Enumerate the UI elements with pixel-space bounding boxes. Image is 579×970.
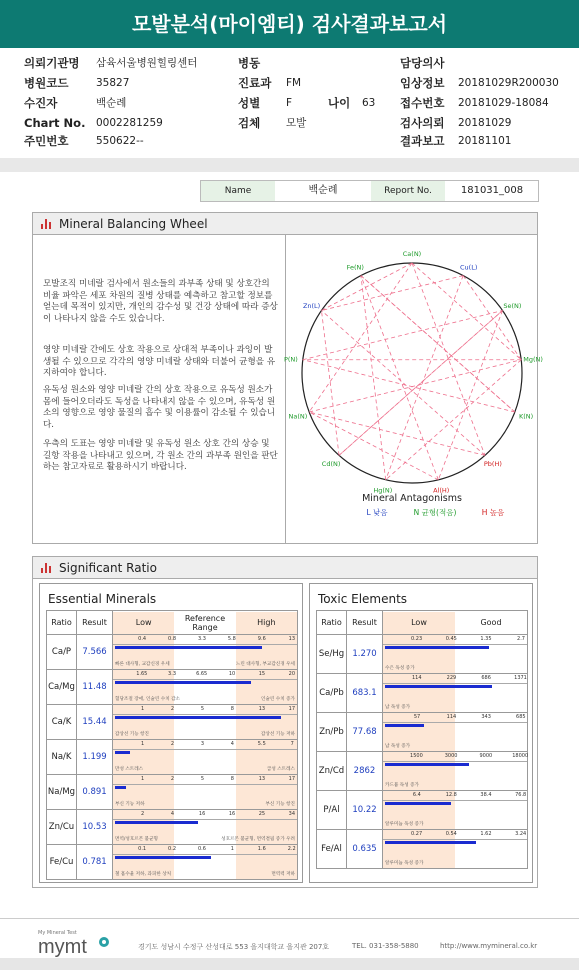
low-note: 수은 독성 증가 <box>385 665 415 671</box>
scale-tick: 10 <box>228 671 236 677</box>
scale-tick: 4 <box>170 811 175 817</box>
scale-tick: 16 <box>228 811 236 817</box>
footer-tel: TEL. 031-358-5880 <box>352 942 419 950</box>
wheel-legend-item: H 높음 <box>481 508 505 517</box>
result-bar <box>385 841 476 844</box>
wheel-node-label: Na(N) <box>288 412 308 421</box>
wheel-node-label: Pb(H) <box>483 459 502 468</box>
ratio-scale <box>113 740 298 775</box>
report-title: 모발분석(마이엠티) 검사결과보고서 <box>0 0 579 48</box>
scale-tick: 0.27 <box>411 831 423 837</box>
age-value: 63 <box>362 97 376 109</box>
scale-tick: 3000 <box>444 753 458 759</box>
scale-tick: 0.45 <box>445 636 457 642</box>
low-note: 알루미늄 독성 증가 <box>385 860 424 866</box>
wheel-node-label: Cu(L) <box>460 263 478 272</box>
result-bar <box>115 786 126 789</box>
high-note: 느린 대사형, 부교감신경 우세 <box>235 661 295 667</box>
wheel-paragraph-1: 모발조직 미네랄 검사에서 원소들의 과부족 상태 및 상호간의 비율 파악은 세포 차원의 질병 상태를 예측하고 참고할 정보를 얻는데 목적이 있지만, 개인의 감수성 및 건강 상태에 따라 증상이 나타나지 않을 수도 있습니다. <box>43 279 278 324</box>
toxic-title: Toxic Elements <box>318 592 408 606</box>
scale-tick: 2.7 <box>517 636 525 642</box>
wheel-node-label: Ca(N) <box>402 250 422 258</box>
tox-col-low: Low <box>383 612 455 634</box>
scale-tick: 2 <box>170 706 175 712</box>
scale-tick: 15 <box>258 671 266 677</box>
ess-col-ref: Reference Range <box>184 613 226 632</box>
scale-tick: 1.6 <box>257 846 266 852</box>
low-note: 갑상선 기능 항진 <box>115 731 149 737</box>
low-note: 납 독성 증가 <box>385 743 411 749</box>
name-bar <box>200 180 539 202</box>
antagonism-line <box>321 311 339 456</box>
wheel-panel <box>32 212 543 544</box>
wheel-node-label: P(N) <box>283 355 298 364</box>
antagonism-line <box>321 276 463 311</box>
high-note: 급성 스트레스 <box>266 766 295 772</box>
wheel-node-label: Se(N) <box>503 301 522 310</box>
specimen-value: 모발 <box>286 117 307 129</box>
ratio-scale <box>113 670 298 705</box>
ratio-row <box>317 752 528 791</box>
scale-tick: 3.3 <box>168 671 177 677</box>
ratio-name: Ca/K <box>47 705 77 740</box>
scale-tick: 9.6 <box>257 636 266 642</box>
scale-tick: 1 <box>140 706 145 712</box>
sex-value: F <box>286 97 293 109</box>
ratio-result: 11.48 <box>77 670 113 705</box>
scale-tick: 8 <box>230 776 234 782</box>
result-bar <box>385 646 489 649</box>
scale-tick: 9000 <box>479 753 493 759</box>
institution-label: 의뢰기관명 <box>24 56 80 70</box>
name-value: 백순례 <box>308 185 338 196</box>
wheel-title: Mineral Antagonisms <box>362 493 462 504</box>
ratio-row <box>47 845 298 880</box>
scale-tick: 2 <box>170 776 175 782</box>
scale-tick: 1.62 <box>480 831 492 837</box>
sex-label: 성별 <box>238 96 261 110</box>
wheel-node-label: Cd(N) <box>321 459 341 468</box>
wheel-panel-header <box>33 213 537 235</box>
ssn-label: 주민번호 <box>24 134 69 148</box>
chart-value: 0002281259 <box>96 117 163 129</box>
scale-tick: 76.8 <box>515 792 527 798</box>
receipt-value: 20181029-18084 <box>458 97 549 109</box>
ratio-result: 0.781 <box>77 845 113 880</box>
essential-minerals-box <box>39 583 303 883</box>
ratio-result: 0.891 <box>77 775 113 810</box>
clinical-label: 임상정보 <box>400 76 445 90</box>
scale-tick: 1 <box>230 846 234 852</box>
scale-tick: 13 <box>258 776 266 782</box>
ratio-name: Zn/Cu <box>47 810 77 845</box>
ratio-scale <box>113 810 298 845</box>
high-note: 부신 기능 항진 <box>265 801 295 807</box>
result-bar <box>385 724 424 727</box>
scale-tick: 2.2 <box>287 846 296 852</box>
company-logo: mymt <box>38 936 87 958</box>
scale-tick: 114 <box>411 675 422 681</box>
low-note: 철 흡수율 저하, 과피한 상처 <box>115 871 172 877</box>
institution-value: 삼육서울병원힐링센터 <box>96 57 198 69</box>
ratio-row <box>317 635 528 674</box>
ratio-row <box>317 791 528 830</box>
mineral-wheel <box>283 237 543 543</box>
scale-tick: 5.5 <box>257 741 266 747</box>
ratio-result: 15.44 <box>77 705 113 740</box>
scale-tick: 6.4 <box>412 792 421 798</box>
scale-tick: 8 <box>230 706 234 712</box>
scale-tick: 3 <box>200 741 205 747</box>
scale-tick: 3.24 <box>515 831 527 837</box>
ratio-row <box>317 830 528 869</box>
antagonism-line <box>412 263 485 455</box>
report-no-label: Report No. <box>371 181 445 201</box>
result-bar <box>385 763 469 766</box>
wheel-panel-title: Mineral Balancing Wheel <box>59 217 208 231</box>
antagonism-line <box>309 412 438 480</box>
request-label: 검사의뢰 <box>400 116 445 130</box>
ratio-name: Na/Mg <box>47 775 77 810</box>
result-bar <box>385 685 492 688</box>
ratio-scale <box>383 635 528 674</box>
scale-tick: 229 <box>446 675 457 681</box>
bar-chart-icon <box>41 219 53 229</box>
scale-tick: 114 <box>446 714 457 720</box>
scale-tick: 6.65 <box>196 671 208 677</box>
low-note: 혈당조절 장애, 인슐린 수치 감소 <box>115 696 180 702</box>
wheel-node-label: Mg(N) <box>523 355 543 364</box>
logo-leaf-icon <box>98 936 110 948</box>
clinical-value: 20181029R200030 <box>458 77 559 89</box>
wheel-node-label: K(N) <box>518 412 534 421</box>
ratio-row <box>47 705 298 740</box>
report-date-label: 결과보고 <box>400 134 445 148</box>
report-no-value: 181031_008 <box>460 185 524 196</box>
ratio-row <box>317 713 528 752</box>
low-note: 알루미늄 독성 증가 <box>385 821 424 827</box>
tox-col-scale <box>383 611 528 635</box>
ratio-name: P/Al <box>317 791 347 830</box>
ratio-panel <box>32 556 538 888</box>
scale-tick: 3.3 <box>197 636 206 642</box>
tox-col-result: Result <box>347 611 383 635</box>
ratio-row <box>47 810 298 845</box>
result-bar <box>115 751 130 754</box>
ratio-scale <box>113 635 298 670</box>
scale-tick: 13 <box>258 706 266 712</box>
ratio-row <box>47 635 298 670</box>
ratio-name: Zn/Pb <box>317 713 347 752</box>
antagonism-line <box>303 311 503 360</box>
ward-label: 병동 <box>238 56 261 70</box>
scale-tick: 0.8 <box>168 636 177 642</box>
ratio-row <box>47 775 298 810</box>
logo-small-text: My Mineral Test <box>38 930 77 936</box>
ratio-result: 2862 <box>347 752 383 791</box>
dept-value: FM <box>286 77 302 89</box>
ess-col-high: High <box>236 612 297 634</box>
wheel-paragraph-3: 유독성 원소와 영양 미네랄 간의 상호 작용으로 유독성 원소가 몸에 들어오더라도 독성을 나타내지 않을 수 있으며, 유독성 원소의 영향으로 영양 물질의 흡수 및 이용률이 감소될 수 있습니다. <box>43 385 276 430</box>
antagonism-line <box>321 263 412 311</box>
ratio-scale <box>113 705 298 740</box>
receipt-label: 접수번호 <box>400 96 445 110</box>
ess-col-result: Result <box>77 611 113 635</box>
age-label: 나이 <box>328 96 351 110</box>
ratio-name: Na/K <box>47 740 77 775</box>
essential-table <box>46 610 298 880</box>
low-note: 납 독성 증가 <box>385 704 411 710</box>
doctor-label: 담당의사 <box>400 56 445 70</box>
antagonism-line <box>309 360 521 412</box>
ratio-scale <box>383 752 528 791</box>
ratio-panel-title: Significant Ratio <box>59 561 157 575</box>
scale-tick: 4 <box>230 741 234 747</box>
low-note: 빠른 대사형, 교감신경 우세 <box>115 661 170 667</box>
ess-col-low: Low <box>113 612 174 634</box>
ratio-scale <box>113 775 298 810</box>
antagonism-line <box>438 311 502 480</box>
tox-col-ratio: Ratio <box>317 611 347 635</box>
high-note: 성호르몬 불균형, 면역결핍 증가 우려 <box>221 836 295 842</box>
ratio-row <box>47 740 298 775</box>
result-bar <box>115 821 198 824</box>
low-note: 만성 스트레스 <box>115 766 144 772</box>
wheel-legend-item: L 낮음 <box>366 508 388 517</box>
toxic-elements-box <box>309 583 533 883</box>
ratio-name: Fe/Al <box>317 830 347 869</box>
ess-col-scale <box>113 611 298 635</box>
scale-tick: 16 <box>198 811 206 817</box>
low-note: 면역/성호르몬 불균형 <box>115 836 158 842</box>
wheel-circle <box>302 263 522 483</box>
wheel-node-label: Al(H) <box>433 486 450 495</box>
scale-tick: 2 <box>140 811 145 817</box>
ratio-name: Fe/Cu <box>47 845 77 880</box>
dept-label: 진료과 <box>238 76 272 90</box>
scale-tick: 18000 <box>512 753 529 759</box>
scale-tick: 34 <box>288 811 296 817</box>
footer <box>0 918 579 970</box>
ratio-row <box>317 674 528 713</box>
scale-tick: 0.23 <box>411 636 423 642</box>
scale-tick: 686 <box>481 675 491 681</box>
scale-tick: 17 <box>288 706 296 712</box>
ratio-panel-header <box>33 557 537 579</box>
scale-tick: 13 <box>288 636 296 642</box>
ratio-result: 10.22 <box>347 791 383 830</box>
ratio-result: 0.635 <box>347 830 383 869</box>
ratio-scale <box>113 845 298 880</box>
chart-label: Chart No. <box>24 116 86 130</box>
scale-tick: 5.8 <box>227 636 236 642</box>
bar-chart-icon <box>41 563 53 573</box>
scale-tick: 1500 <box>410 753 423 759</box>
high-note: 인슐린 수치 증가 <box>261 696 295 702</box>
wheel-paragraph-2: 영양 미네랄 간에도 상호 작용으로 상대적 부족이나 과잉이 발생될 수 있으므로 각각의 영양 미네랄 상태와 더불어 균형을 유지하여야 합니다. <box>43 345 276 379</box>
scale-tick: 57 <box>413 714 421 720</box>
wheel-node-label: Hg(N) <box>373 486 393 495</box>
antagonism-line <box>303 360 515 412</box>
scale-tick: 685 <box>516 714 526 720</box>
tox-col-good: Good <box>480 617 502 627</box>
toxic-table <box>316 610 528 869</box>
footer-address: 경기도 성남시 수정구 산성대로 553 을지대학교 을지관 207호 <box>138 943 330 951</box>
ratio-scale <box>383 674 528 713</box>
wheel-divider <box>285 235 286 543</box>
scale-tick: 1 <box>140 776 145 782</box>
wheel-paragraph-4: 우측의 도표는 영양 미네랄 및 유독성 원소 상호 간의 상승 및 길항 작용을 나타내고 있으며, 각 원소 간의 과부족 원인을 판단하는 참고자료로 활용하시기 바랍니다. <box>43 439 278 473</box>
low-note: 카드뮴 독성 증가 <box>385 782 419 788</box>
scale-tick: 1 <box>140 741 145 747</box>
ratio-result: 1.199 <box>77 740 113 775</box>
header-separator <box>0 158 579 172</box>
ratio-name: Ca/P <box>47 635 77 670</box>
request-value: 20181029 <box>458 117 512 129</box>
ratio-name: Ca/Pb <box>317 674 347 713</box>
patient-value: 백순례 <box>96 97 127 109</box>
antagonism-line <box>463 276 521 360</box>
scale-tick: 1371 <box>514 675 527 681</box>
ratio-result: 77.68 <box>347 713 383 752</box>
scale-tick: 0.4 <box>138 636 147 642</box>
scale-tick: 17 <box>288 776 296 782</box>
scale-tick: 5 <box>200 706 205 712</box>
hospital-code-value: 35827 <box>96 77 130 89</box>
scale-tick: 0.54 <box>445 831 457 837</box>
scale-tick: 0.6 <box>197 846 206 852</box>
ssn-value: 550622-- <box>96 135 144 147</box>
result-bar <box>115 681 251 684</box>
wheel-node-label: Zn(L) <box>302 301 321 310</box>
scale-tick: 1.65 <box>136 671 148 677</box>
antagonism-line <box>386 276 463 480</box>
ratio-row <box>47 670 298 705</box>
ratio-result: 683.1 <box>347 674 383 713</box>
scale-tick: 7 <box>290 741 294 747</box>
ratio-scale <box>383 791 528 830</box>
patient-header <box>0 54 579 154</box>
scale-tick: 20 <box>288 671 296 677</box>
footer-url[interactable]: http://www.mymineral.co.kr <box>440 942 538 950</box>
result-bar <box>115 646 262 649</box>
scale-tick: 0.1 <box>138 846 147 852</box>
essential-title: Essential Minerals <box>48 592 157 606</box>
scale-tick: 38.4 <box>480 792 492 798</box>
ratio-result: 7.566 <box>77 635 113 670</box>
scale-tick: 0.2 <box>168 846 177 852</box>
scale-tick: 12.8 <box>445 792 457 798</box>
hospital-code-label: 병원코드 <box>24 76 69 90</box>
specimen-label: 검체 <box>238 116 261 130</box>
report-date-value: 20181101 <box>458 135 512 147</box>
scale-tick: 5 <box>200 776 205 782</box>
name-label: Name <box>201 181 275 201</box>
low-note: 부신 기능 저하 <box>115 801 145 807</box>
scale-tick: 1.35 <box>480 636 492 642</box>
result-bar <box>115 856 211 859</box>
high-note: 갑상선 기능 저하 <box>261 731 295 737</box>
ratio-result: 1.270 <box>347 635 383 674</box>
scale-tick: 343 <box>481 714 491 720</box>
ratio-name: Se/Hg <box>317 635 347 674</box>
scale-tick: 2 <box>170 741 175 747</box>
ratio-name: Ca/Mg <box>47 670 77 705</box>
wheel-legend-item: N 균형(적음) <box>413 508 457 517</box>
ratio-name: Zn/Cd <box>317 752 347 791</box>
antagonism-line <box>361 276 515 412</box>
scale-tick: 25 <box>258 811 266 817</box>
result-bar <box>115 716 281 719</box>
ratio-scale <box>383 713 528 752</box>
result-bar <box>385 802 451 805</box>
patient-label: 수진자 <box>24 96 58 110</box>
wheel-node-label: Fe(N) <box>346 263 364 272</box>
high-note: 면역력 저하 <box>271 871 295 877</box>
ratio-scale <box>383 830 528 869</box>
antagonism-line <box>309 263 412 412</box>
ratio-result: 10.53 <box>77 810 113 845</box>
ess-col-ratio: Ratio <box>47 611 77 635</box>
